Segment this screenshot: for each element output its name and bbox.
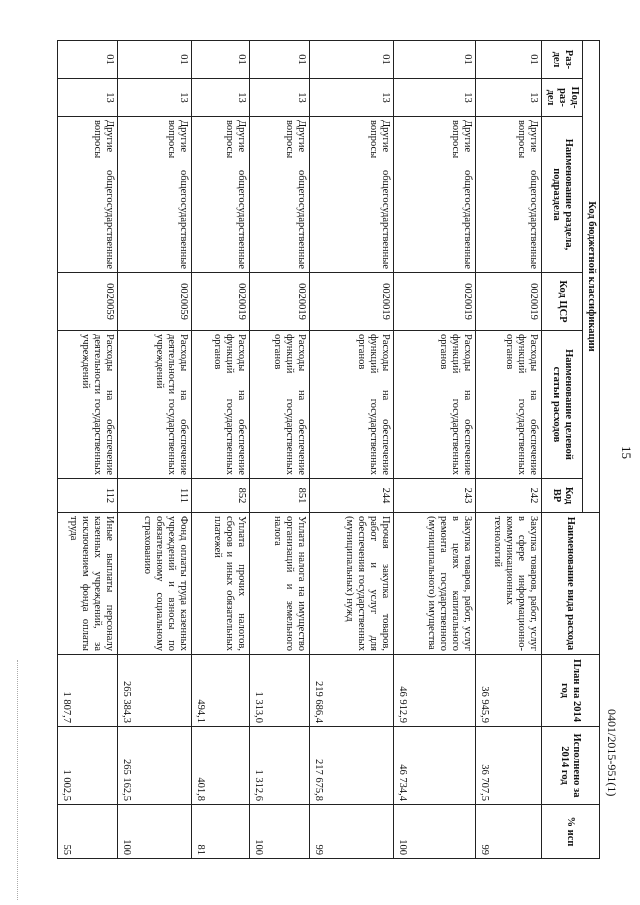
header-podrazdel: Под-раз-дел <box>541 79 582 117</box>
cell-name-csr: Расходы на обеспечение функций государственных органов <box>191 331 249 479</box>
cell-pct: 100 <box>249 805 309 859</box>
cell-name-csr: Расходы на обеспечение функций государственных органов <box>393 331 475 479</box>
cell-razdel: 01 <box>475 41 541 79</box>
header-plan: План на 2014 год <box>541 655 599 727</box>
cell-plan: 494,1 <box>191 655 249 727</box>
page-number: 15 <box>619 446 634 459</box>
header-name-csr: Наименование целевой статьи расходов <box>541 331 582 479</box>
cell-name-csr: Расходы на обеспечение функций государственных органов <box>249 331 309 479</box>
cell-vr: 852 <box>191 479 249 513</box>
cell-name-razdel: Другие общегосударственные вопросы <box>475 117 541 273</box>
cell-fact: 401,8 <box>191 727 249 805</box>
group-header-row <box>582 41 599 859</box>
cell-podrazdel: 13 <box>393 79 475 117</box>
cell-name-csr: Расходы на обеспечение деятельности государственных учреждений <box>57 331 117 479</box>
cell-podrazdel: 13 <box>191 79 249 117</box>
cell-podrazdel: 13 <box>117 79 191 117</box>
cell-podrazdel: 13 <box>57 79 117 117</box>
cell-fact: 36 707,5 <box>475 727 541 805</box>
cell-name-csr: Расходы на обеспечение функций государственных органов <box>309 331 393 479</box>
cell-pct: 81 <box>191 805 249 859</box>
cell-razdel: 01 <box>249 41 309 79</box>
header-csr: Код ЦСР <box>541 273 582 331</box>
header-name-razdel: Наименование раздела, подраздела <box>541 117 582 273</box>
cell-csr: 0020019 <box>249 273 309 331</box>
cell-name-razdel: Другие общегосударственные вопросы <box>393 117 475 273</box>
cell-plan: 219 686,4 <box>309 655 393 727</box>
cell-razdel: 01 <box>309 41 393 79</box>
cell-podrazdel: 13 <box>309 79 393 117</box>
header-name-vr: Наименование вида расхода <box>541 513 599 655</box>
cell-vr: 111 <box>117 479 191 513</box>
cell-csr: 0020059 <box>117 273 191 331</box>
cell-fact: 46 734,4 <box>393 727 475 805</box>
cell-name-csr: Расходы на обеспечение функций государственных органов <box>475 331 541 479</box>
cell-name-vr: Закупка товаров, работ, услуг в сфере информационно-коммуникационных технологий <box>475 513 541 655</box>
budget-table <box>57 40 600 859</box>
cell-csr: 0020019 <box>191 273 249 331</box>
cell-name-razdel: Другие общегосударственные вопросы <box>309 117 393 273</box>
cell-plan: 265 384,3 <box>117 655 191 727</box>
cell-name-vr: Закупка товаров, работ, услуг в целях капитального ремонта государственного (муниципального) имущества <box>393 513 475 655</box>
cell-plan: 1 807,7 <box>57 655 117 727</box>
cell-podrazdel: 13 <box>475 79 541 117</box>
cell-name-vr: Уплата налога на имущество организаций и земельного налога <box>249 513 309 655</box>
table-row <box>309 41 393 859</box>
header-fact: Исполнено за 2014 год <box>541 727 599 805</box>
cell-vr: 244 <box>309 479 393 513</box>
document-code <box>604 709 619 796</box>
cell-plan: 36 945,9 <box>475 655 541 727</box>
cell-razdel: 01 <box>117 41 191 79</box>
table-row <box>393 41 475 859</box>
cell-fact: 1 312,6 <box>249 727 309 805</box>
cell-name-vr: Прочая закупка товаров, работ и услуг для обеспечения государственных (муниципальных) нужд <box>309 513 393 655</box>
cell-name-razdel: Другие общегосударственные вопросы <box>249 117 309 273</box>
table-row <box>249 41 309 859</box>
cell-podrazdel: 13 <box>249 79 309 117</box>
header-vr: Код ВР <box>541 479 582 513</box>
cell-csr: 0020059 <box>57 273 117 331</box>
cell-plan: 1 313,0 <box>249 655 309 727</box>
table-row <box>191 41 249 859</box>
cell-csr: 0020019 <box>393 273 475 331</box>
cell-fact: 265 162,5 <box>117 727 191 805</box>
cell-vr: 242 <box>475 479 541 513</box>
cell-name-vr: Иные выплаты персоналу казенных учреждений, за исключением фонда оплаты труда <box>57 513 117 655</box>
scan-edge-marks <box>11 660 18 900</box>
document-code-text: 0401/2015-951(1) <box>605 709 619 797</box>
cell-csr: 0020019 <box>309 273 393 331</box>
table-row <box>117 41 191 859</box>
cell-name-razdel: Другие общегосударственные вопросы <box>191 117 249 273</box>
cell-name-vr: Уплата прочих налогов, сборов и иных обязательных платежей <box>191 513 249 655</box>
cell-pct: 55 <box>57 805 117 859</box>
cell-pct: 99 <box>309 805 393 859</box>
cell-csr: 0020019 <box>475 273 541 331</box>
cell-vr: 851 <box>249 479 309 513</box>
cell-razdel: 01 <box>57 41 117 79</box>
table-row <box>475 41 541 859</box>
cell-name-razdel: Другие общегосударственные вопросы <box>57 117 117 273</box>
cell-pct: 100 <box>117 805 191 859</box>
group-header: Код бюджетной классификации <box>582 41 599 513</box>
header-razdel: Раз-дел <box>541 41 582 79</box>
cell-name-razdel: Другие общегосударственные вопросы <box>117 117 191 273</box>
cell-pct: 99 <box>475 805 541 859</box>
cell-vr: 112 <box>57 479 117 513</box>
cell-vr: 243 <box>393 479 475 513</box>
cell-razdel: 01 <box>393 41 475 79</box>
header-pct: % исп <box>541 805 599 859</box>
cell-name-csr: Расходы на обеспечение деятельности государственных учреждений <box>117 331 191 479</box>
cell-name-vr: Фонд оплаты труда казенных учреждений и взносы по обязательному социальному страхованию <box>117 513 191 655</box>
table-row <box>57 41 117 859</box>
cell-pct: 100 <box>393 805 475 859</box>
cell-fact: 1 002,5 <box>57 727 117 805</box>
cell-fact: 217 675,8 <box>309 727 393 805</box>
cell-plan: 46 912,9 <box>393 655 475 727</box>
cell-razdel: 01 <box>191 41 249 79</box>
